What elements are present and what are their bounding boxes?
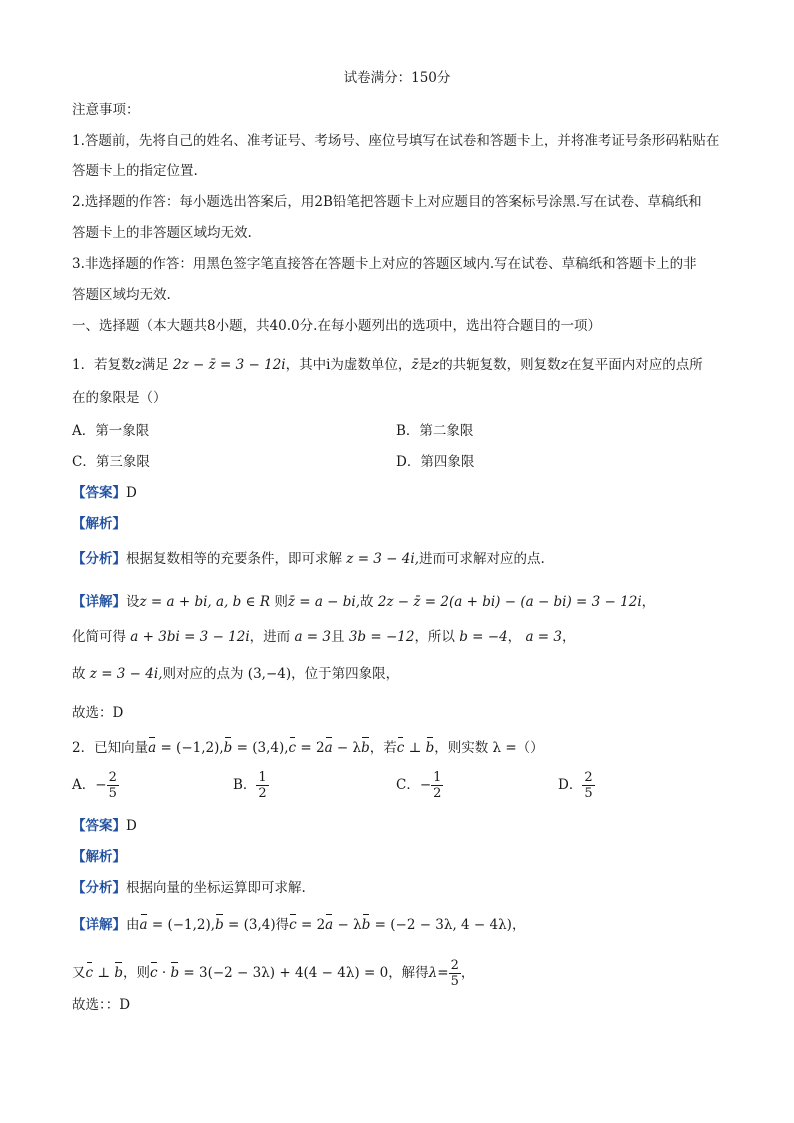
q2-option-a-fraction xyxy=(107,770,119,801)
q1-detail-3c: 则对应的点为 xyxy=(162,666,244,682)
q2-detail-vec-b2: b xyxy=(361,917,371,933)
q1-z-1: z xyxy=(134,357,142,373)
q2-stem xyxy=(72,738,722,758)
q1-detail-3e: ，位于第四象限， xyxy=(291,666,400,682)
q1-fenxi-eq: z = 3 − 4i, xyxy=(346,551,419,567)
q1-detail-line-2 xyxy=(72,627,722,647)
q2-answer-value: D xyxy=(126,818,137,834)
q1-stem-line-1 xyxy=(72,355,722,375)
q2-detail-2d: · xyxy=(157,965,171,981)
q2-option-a-den: 5 xyxy=(108,786,117,801)
q2-detail-vec-a: a xyxy=(139,917,148,933)
q2-detail-2g: λ= xyxy=(428,965,449,981)
q1-detail-2j: a = 3 xyxy=(525,629,563,645)
q2-detail-2e: = 3(−2 − 3λ) + 4(4 − 4λ) = 0 xyxy=(179,965,389,981)
q1-satisfy: 满足 xyxy=(141,357,169,373)
q1-detail-2c: ，进而 xyxy=(249,629,291,645)
q1-equation: 2z − z̄ = 3 − 12i xyxy=(173,357,286,373)
q1-detail-1d: z̄ = a − bi, xyxy=(287,594,361,610)
note-3-line-1: 3.非选择题的作答：用黑色签字笔直接答在答题卡上对应的答题区域内.写在试卷、草稿纸和答题卡上的非 xyxy=(72,256,697,272)
q1-fenxi-tag: 【分析】 xyxy=(72,551,126,567)
q2-option-a-sign: − xyxy=(95,777,107,793)
q2-b-val: = (3,4), xyxy=(232,740,289,756)
q2-option-a-num: 2 xyxy=(108,770,117,785)
q1-detail-line-1 xyxy=(72,592,722,612)
q1-detail-1e: 故 xyxy=(360,594,374,610)
q2-detail-fraction xyxy=(449,958,461,989)
q1-analysis-line xyxy=(72,514,722,534)
q2-option-b-label: B． xyxy=(233,777,257,793)
q2-detail-2b: ⊥ xyxy=(93,965,115,981)
q1-analysis-tag: 【解析】 xyxy=(72,516,126,532)
q1-fenxi-text-a: 根据复数相等的充要条件，即可求解 xyxy=(126,551,342,567)
q2-detail-1f: − λ xyxy=(333,917,362,933)
note-3-line-2: 答题区域均无效. xyxy=(72,287,171,303)
q2-option-d-num: 2 xyxy=(584,770,593,785)
q1-detail-1c: 则 xyxy=(274,594,288,610)
q2-detail-line-1 xyxy=(72,915,722,935)
q1-answer-tag: 【答案】 xyxy=(72,485,126,501)
q1-fenxi-line xyxy=(72,549,722,569)
q2-if: ，若 xyxy=(369,740,397,756)
q2-option-d-label: D． xyxy=(558,777,583,793)
q2-fenxi-tag: 【分析】 xyxy=(72,880,126,896)
q2-a-val: = (−1,2), xyxy=(156,740,224,756)
q2-analysis-tag: 【解析】 xyxy=(72,849,126,865)
q2-option-b-num: 1 xyxy=(258,770,267,785)
q1-option-c: C．第三象限 xyxy=(72,454,150,470)
notes-title: 注意事项： xyxy=(72,102,140,118)
q2-detail-2f: ，解得 xyxy=(388,965,429,981)
q2-detail-vec-c3: c xyxy=(150,965,158,981)
q1-z-3: z xyxy=(560,357,568,373)
q2-detail-vec-c2: c xyxy=(85,965,94,981)
q2-option-b xyxy=(233,770,269,801)
q2-option-c xyxy=(396,770,443,801)
q1-detail-3d: (3,−4) xyxy=(247,666,292,682)
note-1-line-1: 1.答题前，先将自己的姓名、准考证号、考场号、座位号填写在试卷和答题卡上，并将准考证号条形码粘贴在 xyxy=(72,133,720,149)
q2-option-b-den: 2 xyxy=(258,786,267,801)
q1-detail-2f: 3b = −12 xyxy=(348,629,415,645)
q2-detail-1b: = (−1,2), xyxy=(147,917,216,933)
note-2-line-2: 答题卡上的非答题区域均无效. xyxy=(72,225,252,241)
q2-vec-b: b xyxy=(223,740,233,756)
q2-option-d-fraction xyxy=(582,770,594,801)
q2-detail-2h: ， xyxy=(460,965,475,981)
q2-option-c-num: 1 xyxy=(433,770,442,785)
q1-detail-1f: 2z − z̄ = 2(a + bi) − (a − bi) = 3 − 12i xyxy=(377,594,642,610)
q1-detail-1g: ， xyxy=(641,594,656,610)
q1-z-2: z xyxy=(432,357,440,373)
q2-tail: ，则实数 λ =（） xyxy=(434,740,544,756)
q2-option-a-label: A． xyxy=(72,777,96,793)
q2-detail-vec-a2: a xyxy=(325,917,334,933)
score-line: 试卷满分：150分 xyxy=(343,70,451,86)
q2-option-c-fraction xyxy=(431,770,443,801)
q1-prefix: 1．若复数 xyxy=(72,357,135,373)
q2-detail-1d: 得 xyxy=(275,917,290,933)
q2-detail-vec-c: c xyxy=(289,917,297,933)
q2-detail-1a: 由 xyxy=(126,917,140,933)
q1-detail-2g: ，所以 xyxy=(414,629,455,645)
q2-c-b: b xyxy=(361,740,370,756)
q2-vec-a: a xyxy=(148,740,157,756)
q2-detail-frac-num: 2 xyxy=(450,958,459,973)
q1-detail-tag: 【详解】 xyxy=(72,594,126,610)
q1-answer-line xyxy=(72,483,722,503)
q2-answer-line xyxy=(72,816,722,836)
q1-detail-line-3 xyxy=(72,664,722,684)
q2-analysis-line xyxy=(72,847,722,867)
q2-option-c-label: C． xyxy=(396,777,420,793)
q1-detail-3a: 故 xyxy=(72,666,86,682)
q2-detail-1c: = (3,4) xyxy=(223,917,276,933)
note-2-line-1: 2.选择题的作答：每小题选出答案后，用2B铅笔把答题卡上对应题目的答案标号涂黑.写在试卷、草稿纸和 xyxy=(72,194,702,210)
q2-detail-2a: 又 xyxy=(72,965,86,981)
q1-stem-line-2: 在的象限是（） xyxy=(72,390,167,406)
q1-detail-2h: b = −4 xyxy=(459,629,508,645)
q1-option-d: D．第四象限 xyxy=(396,454,475,470)
q1-is: 是 xyxy=(418,357,433,373)
q1-detail-2k: ， xyxy=(562,629,576,645)
q2-fenxi-text: 根据向量的坐标运算即可求解. xyxy=(126,880,306,896)
q1-detail-3b: z = 3 − 4i, xyxy=(89,666,163,682)
q2-detail-tag: 【详解】 xyxy=(72,917,126,933)
q2-option-d xyxy=(558,770,595,801)
q2-fenxi-line xyxy=(72,878,722,898)
q2-perp-c: c xyxy=(396,740,405,756)
q2-detail-2c: ，则 xyxy=(123,965,150,981)
q2-detail-vec-b: b xyxy=(215,917,224,933)
q2-vec-c: c xyxy=(288,740,297,756)
q2-perp: ⊥ xyxy=(404,740,426,756)
q1-option-b: B．第二象限 xyxy=(396,423,474,439)
q1-fenxi-text-b: 进而可求解对应的点. xyxy=(419,551,545,567)
q1-detail-1a: 设 xyxy=(126,594,140,610)
q1-detail-1b: z = a + bi, a, b ∈ R xyxy=(139,594,271,610)
q1-detail-2a: 化简可得 xyxy=(72,629,126,645)
q2-c-eq2: − λ xyxy=(332,740,362,756)
q2-option-c-sign: − xyxy=(419,777,432,793)
q1-conj: 的共轭复数，则复数 xyxy=(439,357,561,373)
q2-detail-1e: = 2 xyxy=(296,917,326,933)
q1-answer-value: D xyxy=(126,485,137,501)
q2-c-eq1: = 2 xyxy=(296,740,325,756)
q2-option-d-den: 5 xyxy=(584,786,593,801)
q1-detail-2e: 且 xyxy=(331,629,345,645)
q1-conclusion: 故选：D xyxy=(72,705,124,721)
q2-option-c-den: 2 xyxy=(433,786,442,801)
q2-conclusion: 故选：：D xyxy=(72,997,131,1013)
q2-answer-tag: 【答案】 xyxy=(72,818,126,834)
q2-option-a xyxy=(72,770,119,801)
q1-detail-2i: ， xyxy=(507,629,522,645)
section-title: 一、选择题（本大题共8小题，共40.0分.在每小题列出的选项中，选出符合题目的一项） xyxy=(72,318,601,334)
q1-option-a: A．第一象限 xyxy=(72,423,150,439)
q2-detail-line-2 xyxy=(72,958,722,989)
q2-detail-1g: = (−2 − 3λ, 4 − 4λ) xyxy=(370,917,512,933)
q1-zbar: z̄ xyxy=(411,357,419,373)
q1-tail: 在复平面内对应的点所 xyxy=(567,357,703,373)
q2-option-b-fraction xyxy=(256,770,268,801)
q2-detail-1h: ， xyxy=(511,917,526,933)
note-1-line-2: 答题卡上的指定位置. xyxy=(72,163,198,179)
q2-c-a: a xyxy=(324,740,333,756)
q1-detail-2d: a = 3 xyxy=(294,629,332,645)
q2-detail-vec-b3: b xyxy=(114,965,123,981)
q2-prefix: 2．已知向量 xyxy=(72,740,149,756)
q2-perp-b: b xyxy=(425,740,435,756)
q1-mid: ，其中i为虚数单位， xyxy=(285,357,412,373)
q2-detail-frac-den: 5 xyxy=(450,974,459,989)
q2-detail-vec-b4: b xyxy=(170,965,180,981)
q1-detail-2b: a + 3bi = 3 − 12i xyxy=(130,629,250,645)
